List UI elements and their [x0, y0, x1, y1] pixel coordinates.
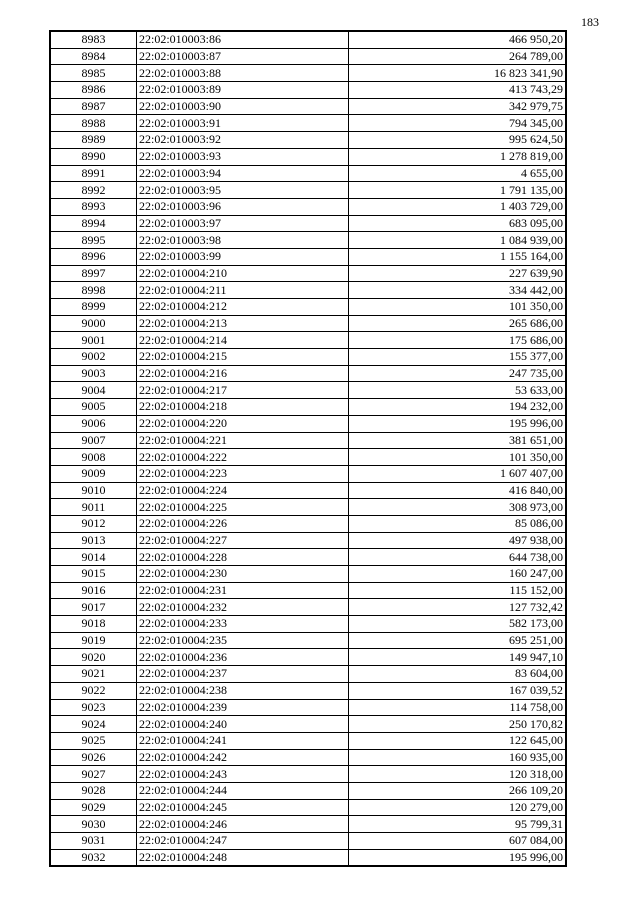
cadastral-value-cell: 1 155 164,00: [349, 248, 567, 265]
table-row: [50, 232, 566, 249]
cadastral-value-cell: 101 350,00: [349, 299, 567, 316]
row-number-cell: 9022: [50, 682, 137, 699]
cadastral-number-cell: 22:02:010003:93: [137, 148, 349, 165]
cadastral-value-cell: 1 084 939,00: [349, 232, 567, 249]
row-number-cell: 8999: [50, 299, 137, 316]
cadastral-value-cell: 4 655,00: [349, 165, 567, 182]
row-number-cell: 9013: [50, 532, 137, 549]
cadastral-value-cell: 114 758,00: [349, 699, 567, 716]
row-number-cell: 9025: [50, 732, 137, 749]
row-number-cell: 8992: [50, 182, 137, 199]
table-row: [50, 31, 566, 48]
cadastral-number-cell: 22:02:010004:230: [137, 566, 349, 583]
row-number-cell: 8995: [50, 232, 137, 249]
cadastral-number-cell: 22:02:010004:240: [137, 716, 349, 733]
row-number-cell: 9028: [50, 782, 137, 799]
table-row: [50, 799, 566, 816]
row-number-cell: 8987: [50, 98, 137, 115]
table-row: [50, 265, 566, 282]
cadastral-number-cell: 22:02:010003:96: [137, 198, 349, 215]
table-row: [50, 432, 566, 449]
cadastral-value-cell: 995 624,50: [349, 132, 567, 149]
cadastral-number-cell: 22:02:010003:88: [137, 65, 349, 82]
table-row: [50, 749, 566, 766]
cadastral-number-cell: 22:02:010003:98: [137, 232, 349, 249]
cadastral-number-cell: 22:02:010004:241: [137, 732, 349, 749]
table-row: [50, 482, 566, 499]
table-row: [50, 449, 566, 466]
row-number-cell: 9019: [50, 632, 137, 649]
row-number-cell: 9002: [50, 349, 137, 366]
cadastral-number-cell: 22:02:010003:99: [137, 248, 349, 265]
row-number-cell: 9006: [50, 415, 137, 432]
table-row: [50, 616, 566, 633]
cadastral-value-cell: 644 738,00: [349, 549, 567, 566]
table-row: [50, 198, 566, 215]
cadastral-value-cell: 250 170,82: [349, 716, 567, 733]
cadastral-number-cell: 22:02:010004:245: [137, 799, 349, 816]
cadastral-number-cell: 22:02:010003:87: [137, 48, 349, 65]
row-number-cell: 9000: [50, 315, 137, 332]
row-number-cell: 8993: [50, 198, 137, 215]
cadastral-number-cell: 22:02:010004:247: [137, 833, 349, 850]
cadastral-value-cell: 195 996,00: [349, 415, 567, 432]
cadastral-value-cell: 155 377,00: [349, 349, 567, 366]
table-row: [50, 849, 566, 866]
cadastral-value-cell: 16 823 341,90: [349, 65, 567, 82]
row-number-cell: 9007: [50, 432, 137, 449]
row-number-cell: 8984: [50, 48, 137, 65]
cadastral-value-cell: 1 278 819,00: [349, 148, 567, 165]
cadastral-value-cell: 413 743,29: [349, 82, 567, 99]
cadastral-number-cell: 22:02:010003:95: [137, 182, 349, 199]
table-row: [50, 365, 566, 382]
table-row: [50, 248, 566, 265]
cadastral-number-cell: 22:02:010004:221: [137, 432, 349, 449]
table-row: [50, 833, 566, 850]
table-row: [50, 682, 566, 699]
table-row: [50, 782, 566, 799]
cadastral-value-cell: 120 279,00: [349, 799, 567, 816]
cadastral-value-table: [49, 30, 567, 867]
row-number-cell: 9020: [50, 649, 137, 666]
cadastral-number-cell: 22:02:010004:232: [137, 599, 349, 616]
table-row: [50, 315, 566, 332]
row-number-cell: 8991: [50, 165, 137, 182]
cadastral-number-cell: 22:02:010004:225: [137, 499, 349, 516]
table-row: [50, 98, 566, 115]
cadastral-value-cell: 83 604,00: [349, 666, 567, 683]
cadastral-value-cell: 194 232,00: [349, 399, 567, 416]
table-row: [50, 132, 566, 149]
cadastral-number-cell: 22:02:010004:214: [137, 332, 349, 349]
table-row: [50, 499, 566, 516]
row-number-cell: 8983: [50, 31, 137, 48]
cadastral-number-cell: 22:02:010004:235: [137, 632, 349, 649]
cadastral-value-cell: 195 996,00: [349, 849, 567, 866]
table-row: [50, 465, 566, 482]
cadastral-value-cell: 266 109,20: [349, 782, 567, 799]
cadastral-value-cell: 416 840,00: [349, 482, 567, 499]
cadastral-value-cell: 334 442,00: [349, 282, 567, 299]
table-row: [50, 732, 566, 749]
cadastral-number-cell: 22:02:010004:248: [137, 849, 349, 866]
table-row: [50, 549, 566, 566]
cadastral-number-cell: 22:02:010004:239: [137, 699, 349, 716]
table-row: [50, 599, 566, 616]
cadastral-number-cell: 22:02:010003:94: [137, 165, 349, 182]
cadastral-number-cell: 22:02:010004:233: [137, 616, 349, 633]
table-row: [50, 282, 566, 299]
cadastral-number-cell: 22:02:010003:91: [137, 115, 349, 132]
cadastral-number-cell: 22:02:010004:231: [137, 582, 349, 599]
cadastral-number-cell: 22:02:010004:223: [137, 465, 349, 482]
cadastral-number-cell: 22:02:010004:228: [137, 549, 349, 566]
table-row: [50, 82, 566, 99]
table-row: [50, 816, 566, 833]
row-number-cell: 9011: [50, 499, 137, 516]
table-row: [50, 165, 566, 182]
row-number-cell: 9021: [50, 666, 137, 683]
cadastral-number-cell: 22:02:010003:90: [137, 98, 349, 115]
cadastral-number-cell: 22:02:010004:224: [137, 482, 349, 499]
cadastral-number-cell: 22:02:010004:236: [137, 649, 349, 666]
cadastral-number-cell: 22:02:010003:86: [137, 31, 349, 48]
cadastral-value-cell: 122 645,00: [349, 732, 567, 749]
cadastral-value-cell: 160 935,00: [349, 749, 567, 766]
cadastral-value-cell: 120 318,00: [349, 766, 567, 783]
table-row: [50, 532, 566, 549]
row-number-cell: 9023: [50, 699, 137, 716]
row-number-cell: 8989: [50, 132, 137, 149]
cadastral-value-cell: 264 789,00: [349, 48, 567, 65]
cadastral-value-cell: 95 799,31: [349, 816, 567, 833]
cadastral-number-cell: 22:02:010004:227: [137, 532, 349, 549]
row-number-cell: 9001: [50, 332, 137, 349]
cadastral-number-cell: 22:02:010004:212: [137, 299, 349, 316]
table-row: [50, 215, 566, 232]
cadastral-number-cell: 22:02:010004:215: [137, 349, 349, 366]
cadastral-value-cell: 1 403 729,00: [349, 198, 567, 215]
cadastral-number-cell: 22:02:010003:92: [137, 132, 349, 149]
row-number-cell: 9027: [50, 766, 137, 783]
row-number-cell: 8998: [50, 282, 137, 299]
row-number-cell: 9017: [50, 599, 137, 616]
cadastral-value-cell: 149 947,10: [349, 649, 567, 666]
cadastral-value-cell: 85 086,00: [349, 515, 567, 532]
cadastral-value-cell: 175 686,00: [349, 332, 567, 349]
row-number-cell: 9018: [50, 616, 137, 633]
table-row: [50, 649, 566, 666]
table-row: [50, 115, 566, 132]
row-number-cell: 9003: [50, 365, 137, 382]
row-number-cell: 9031: [50, 833, 137, 850]
row-number-cell: 9010: [50, 482, 137, 499]
cadastral-number-cell: 22:02:010004:213: [137, 315, 349, 332]
cadastral-value-cell: 101 350,00: [349, 449, 567, 466]
row-number-cell: 9032: [50, 849, 137, 866]
cadastral-number-cell: 22:02:010003:89: [137, 82, 349, 99]
cadastral-value-cell: 227 639,90: [349, 265, 567, 282]
table-row: [50, 399, 566, 416]
row-number-cell: 9030: [50, 816, 137, 833]
cadastral-value-cell: 247 735,00: [349, 365, 567, 382]
row-number-cell: 8990: [50, 148, 137, 165]
cadastral-number-cell: 22:02:010004:243: [137, 766, 349, 783]
cadastral-value-cell: 1 607 407,00: [349, 465, 567, 482]
table-row: [50, 148, 566, 165]
cadastral-value-cell: 127 732,42: [349, 599, 567, 616]
cadastral-value-cell: 497 938,00: [349, 532, 567, 549]
cadastral-value-cell: 160 247,00: [349, 566, 567, 583]
table-row: [50, 415, 566, 432]
row-number-cell: 9029: [50, 799, 137, 816]
row-number-cell: 9005: [50, 399, 137, 416]
cadastral-value-cell: 683 095,00: [349, 215, 567, 232]
table-row: [50, 299, 566, 316]
cadastral-number-cell: 22:02:010004:220: [137, 415, 349, 432]
cadastral-value-cell: 582 173,00: [349, 616, 567, 633]
cadastral-value-cell: 794 345,00: [349, 115, 567, 132]
table-row: [50, 716, 566, 733]
cadastral-number-cell: 22:02:010004:216: [137, 365, 349, 382]
table-row: [50, 332, 566, 349]
cadastral-value-cell: 115 152,00: [349, 582, 567, 599]
page-number: 183: [581, 15, 599, 29]
row-number-cell: 8997: [50, 265, 137, 282]
cadastral-number-cell: 22:02:010004:210: [137, 265, 349, 282]
cadastral-number-cell: 22:02:010004:222: [137, 449, 349, 466]
table-row: [50, 382, 566, 399]
row-number-cell: 9008: [50, 449, 137, 466]
cadastral-value-cell: 607 084,00: [349, 833, 567, 850]
cadastral-value-cell: 53 633,00: [349, 382, 567, 399]
cadastral-value-cell: 342 979,75: [349, 98, 567, 115]
row-number-cell: 8985: [50, 65, 137, 82]
cadastral-number-cell: 22:02:010004:218: [137, 399, 349, 416]
row-number-cell: 8986: [50, 82, 137, 99]
cadastral-number-cell: 22:02:010004:237: [137, 666, 349, 683]
table-row: [50, 349, 566, 366]
table-row: [50, 182, 566, 199]
cadastral-number-cell: 22:02:010004:242: [137, 749, 349, 766]
table-row: [50, 582, 566, 599]
cadastral-number-cell: 22:02:010003:97: [137, 215, 349, 232]
row-number-cell: 8996: [50, 248, 137, 265]
table-row: [50, 515, 566, 532]
cadastral-value-cell: 1 791 135,00: [349, 182, 567, 199]
cadastral-number-cell: 22:02:010004:217: [137, 382, 349, 399]
table-row: [50, 48, 566, 65]
table-row: [50, 699, 566, 716]
cadastral-value-cell: 167 039,52: [349, 682, 567, 699]
row-number-cell: 8988: [50, 115, 137, 132]
row-number-cell: 9012: [50, 515, 137, 532]
cadastral-number-cell: 22:02:010004:246: [137, 816, 349, 833]
table-row: [50, 65, 566, 82]
row-number-cell: 9026: [50, 749, 137, 766]
cadastral-number-cell: 22:02:010004:238: [137, 682, 349, 699]
row-number-cell: 9016: [50, 582, 137, 599]
cadastral-number-cell: 22:02:010004:244: [137, 782, 349, 799]
cadastral-value-cell: 466 950,20: [349, 31, 567, 48]
table-body: [50, 31, 566, 866]
table-row: [50, 766, 566, 783]
table-row: [50, 566, 566, 583]
cadastral-value-cell: 381 651,00: [349, 432, 567, 449]
row-number-cell: 8994: [50, 215, 137, 232]
row-number-cell: 9015: [50, 566, 137, 583]
row-number-cell: 9024: [50, 716, 137, 733]
cadastral-value-cell: 308 973,00: [349, 499, 567, 516]
cadastral-number-cell: 22:02:010004:226: [137, 515, 349, 532]
cadastral-value-cell: 265 686,00: [349, 315, 567, 332]
row-number-cell: 9009: [50, 465, 137, 482]
table-row: [50, 666, 566, 683]
row-number-cell: 9014: [50, 549, 137, 566]
table-row: [50, 632, 566, 649]
cadastral-value-cell: 695 251,00: [349, 632, 567, 649]
cadastral-number-cell: 22:02:010004:211: [137, 282, 349, 299]
row-number-cell: 9004: [50, 382, 137, 399]
